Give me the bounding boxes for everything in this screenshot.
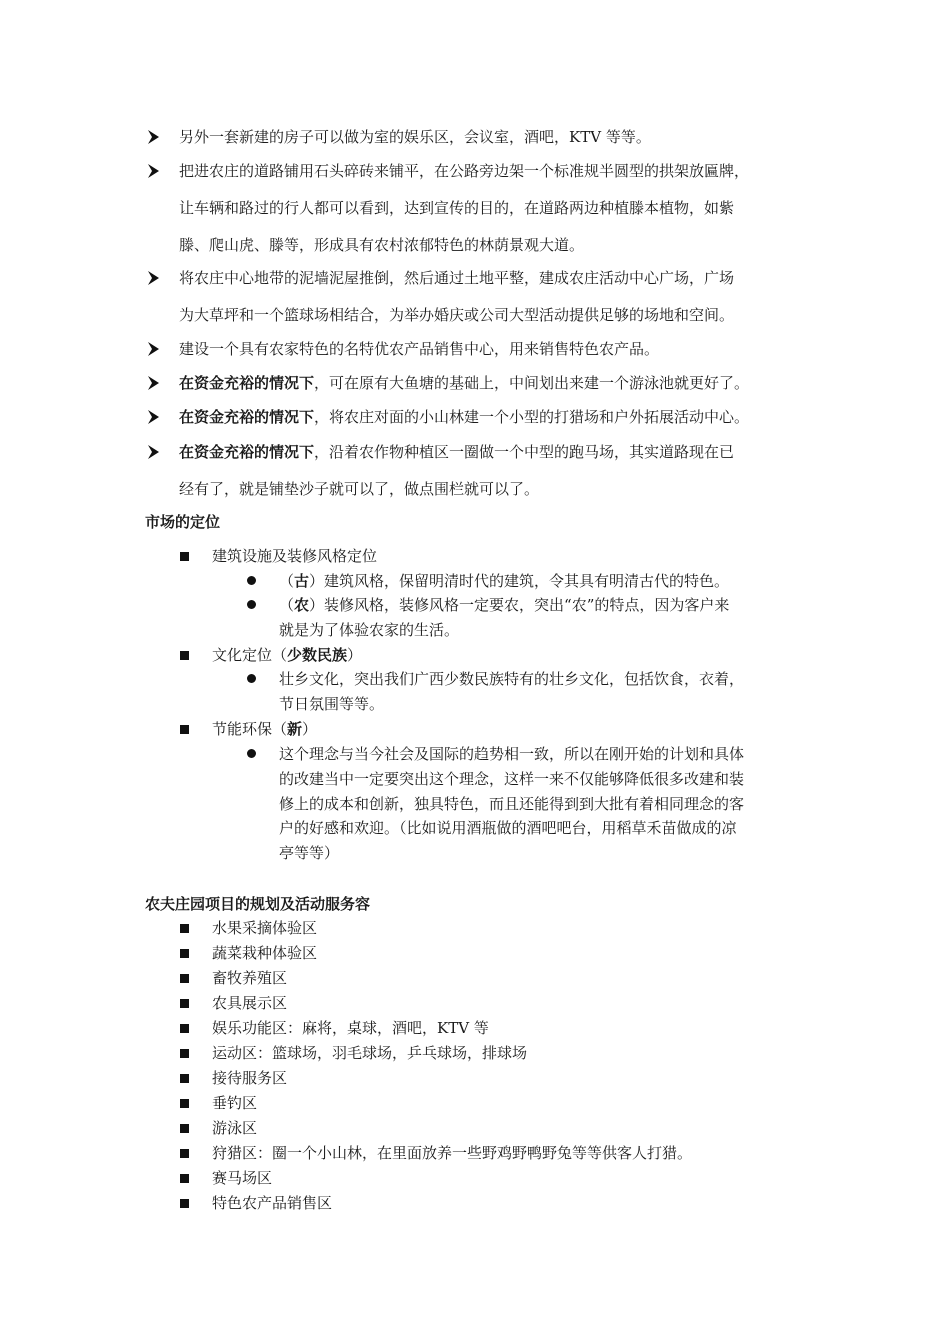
square-bullet-icon xyxy=(180,949,189,958)
item-text xyxy=(179,406,749,428)
item-label: 节能环保（ xyxy=(212,720,288,738)
item-text: 节日氛围等等。 xyxy=(279,695,385,713)
item-text xyxy=(179,372,749,394)
item-text: 另外一套新建的房子可以做为室的娱乐区，会议室，酒吧，KTV 等等。 xyxy=(179,128,651,146)
arrow-bullet-icon xyxy=(145,372,167,394)
section-heading-project: 农夫庄园项目的规划及活动服务容 xyxy=(145,895,371,913)
item-text xyxy=(212,718,317,740)
item-text: 特色农产品销售区 xyxy=(212,1194,333,1212)
item-text: 的改建当中一定要突出这个理念，这样一来不仅能够降低很多改建和装 xyxy=(279,770,745,788)
item-text: 建筑设施及装修风格定位 xyxy=(212,547,378,565)
item-text xyxy=(179,441,734,463)
emphasis-text: 农 xyxy=(294,596,310,614)
item-text: 滕、爬山虎、滕等，形成具有农村浓郁特色的林荫景观大道。 xyxy=(179,236,585,254)
item-text: 把进农庄的道路铺用石头碎砖来铺平，在公路旁边架一个标准规半圆型的拱架放匾牌， xyxy=(179,162,750,180)
item-text: 接待服务区 xyxy=(212,1069,288,1087)
bracket-open: （ xyxy=(279,596,295,614)
item-text: 户的好感和欢迎。（比如说用酒瓶做的酒吧吧台，用稻草禾苗做成的凉 xyxy=(279,819,737,837)
emphasis-text: 在资金充裕的情况下 xyxy=(179,374,315,392)
item-label: 文化定位（ xyxy=(212,646,288,664)
section-heading-market: 市场的定位 xyxy=(145,513,221,531)
square-bullet-icon xyxy=(180,1074,189,1083)
square-bullet-icon xyxy=(180,1174,189,1183)
square-bullet-icon xyxy=(180,1124,189,1133)
item-text: 运动区：篮球场，羽毛球场，乒乓球场，排球场 xyxy=(212,1044,528,1062)
bracket-open: （ xyxy=(279,572,295,590)
bracket-close: ） xyxy=(309,596,325,614)
item-text: 赛马场区 xyxy=(212,1169,273,1187)
item-text-rest: ，将农庄对面的小山林建一个小型的打猎场和户外拓展活动中心。 xyxy=(314,408,750,426)
arrow-bullet-icon xyxy=(145,338,167,360)
square-bullet-icon xyxy=(180,1199,189,1208)
arrow-bullet-icon xyxy=(145,160,167,182)
arrow-bullet-icon xyxy=(145,267,167,289)
dot-bullet-icon xyxy=(247,674,256,683)
item-text: 垂钓区 xyxy=(212,1094,258,1112)
item-text: 亭等等） xyxy=(279,844,340,862)
item-text: 为大草坪和一个篮球场相结合，为举办婚庆或公司大型活动提供足够的场地和空间。 xyxy=(179,306,735,324)
item-text-rest: 装修风格，装修风格一定要农，突出“农”的特点，因为客户来 xyxy=(324,596,730,614)
emphasis-text: 少数民族 xyxy=(287,646,348,664)
item-text: 蔬菜栽种体验区 xyxy=(212,944,318,962)
bracket-close: ） xyxy=(309,572,325,590)
square-bullet-icon xyxy=(180,974,189,983)
arrow-bullet-icon xyxy=(145,126,167,148)
bracket-close: ） xyxy=(302,720,318,738)
item-text xyxy=(279,594,729,616)
item-text: 游泳区 xyxy=(212,1119,258,1137)
item-text: 壮乡文化，突出我们广西少数民族特有的壮乡文化，包括饮食，衣着， xyxy=(279,670,745,688)
item-text: 修上的成本和创新，独具特色，而且还能得到到大批有着相同理念的客 xyxy=(279,795,745,813)
emphasis-text: 古 xyxy=(294,572,310,590)
item-text: 这个理念与当今社会及国际的趋势相一致，所以在刚开始的计划和具体 xyxy=(279,745,745,763)
emphasis-text: 在资金充裕的情况下 xyxy=(179,408,315,426)
item-text: 建设一个具有农家特色的名特优农产品销售中心，用来销售特色农产品。 xyxy=(179,340,660,358)
item-text-rest: 建筑风格，保留明清时代的建筑，令其具有明清古代的特色。 xyxy=(324,572,730,590)
dot-bullet-icon xyxy=(247,576,256,585)
square-bullet-icon xyxy=(180,725,189,734)
square-bullet-icon xyxy=(180,1099,189,1108)
item-text: 将农庄中心地带的泥墙泥屋推倒，然后通过土地平整，建成农庄活动中心广场，广场 xyxy=(179,269,735,287)
item-text-rest: ，沿着农作物种植区一圈做一个中型的跑马场，其实道路现在已 xyxy=(314,443,735,461)
square-bullet-icon xyxy=(180,1024,189,1033)
item-text-rest: ，可在原有大鱼塘的基础上，中间划出来建一个游泳池就更好了。 xyxy=(314,374,750,392)
square-bullet-icon xyxy=(180,651,189,660)
dot-bullet-icon xyxy=(247,600,256,609)
item-text: 农具展示区 xyxy=(212,994,288,1012)
item-text: 经有了，就是铺垫沙子就可以了，做点围栏就可以了。 xyxy=(179,480,540,498)
emphasis-text: 在资金充裕的情况下 xyxy=(179,443,315,461)
dot-bullet-icon xyxy=(247,749,256,758)
square-bullet-icon xyxy=(180,1049,189,1058)
item-text: 水果采摘体验区 xyxy=(212,919,318,937)
arrow-bullet-icon xyxy=(145,406,167,428)
arrow-bullet-icon xyxy=(145,441,167,463)
item-text: 娱乐功能区：麻将，桌球，酒吧，KTV 等 xyxy=(212,1019,489,1037)
item-text xyxy=(279,570,729,592)
item-text: 畜牧养殖区 xyxy=(212,969,288,987)
item-text xyxy=(212,644,362,666)
emphasis-text: 新 xyxy=(287,720,303,738)
square-bullet-icon xyxy=(180,552,189,561)
bracket-close: ） xyxy=(347,646,363,664)
square-bullet-icon xyxy=(180,924,189,933)
item-text: 让车辆和路过的行人都可以看到，达到宣传的目的，在道路两边种植滕本植物，如紫 xyxy=(179,199,735,217)
square-bullet-icon xyxy=(180,999,189,1008)
item-text: 就是为了体验农家的生活。 xyxy=(279,621,460,639)
square-bullet-icon xyxy=(180,1149,189,1158)
item-text: 狩猎区：圈一个小山林，在里面放养一些野鸡野鸭野兔等等供客人打猎。 xyxy=(212,1144,693,1162)
